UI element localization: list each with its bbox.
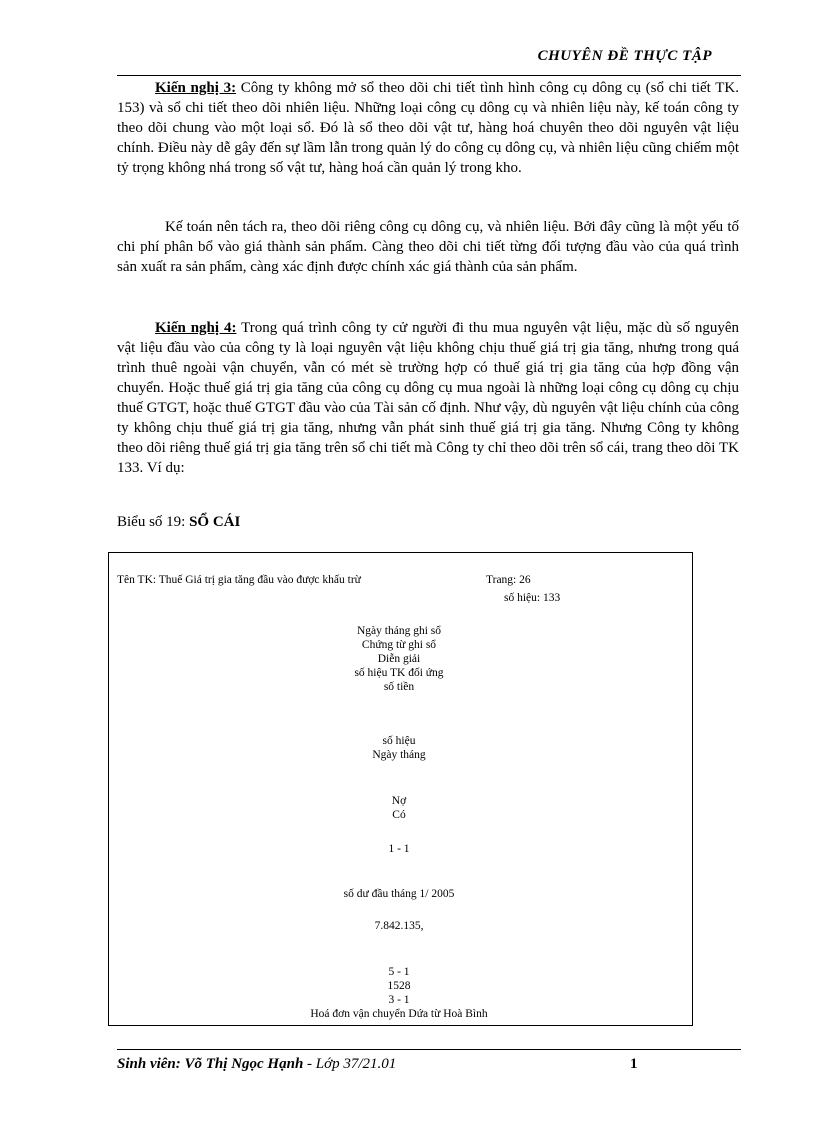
header-rule: [117, 75, 741, 76]
recommendation-3-label: Kiến nghị 3:: [155, 80, 237, 96]
recommendation-4-text: Trong quá trình công ty cử người đi thu mua nguyên vật liệu, mặc dù số nguyên vật liệu đầu vào của công ty là loại nguyên vật liệu không chịu thuế giá trị gia tăng, nhưng trong quá trình thuê ngoài vận chuyển, vẫn có mét sè trường hợp có thuế giá trị gia tăng của hợp đồng vận chuyển. Hoặc thuế giá trị gia tăng của công cụ dông cụ mua ngoài là những loại công cụ dông cụ chịu thuế GTGT, hoặc thuế GTGT đầu vào của Tài sản cố định. Như vậy, dù nguyên vật liệu chính của công ty không chịu thuế giá trị gia tăng, nhưng vẫn phát sinh thuế giá trị gia tăng. Nhưng Công ty không theo dõi riêng thuế giá trị gia tăng trên sổ chi tiết mà Công ty chỉ theo dõi trên sổ cái, trang theo dõi TK 133. Ví dụ:: [117, 320, 739, 476]
entry-record-date: 5 - 1: [388, 966, 410, 978]
entry-voucher-date: 3 - 1: [388, 994, 410, 1006]
ledger-voucher-subheaders: [284, 734, 514, 762]
credit-header: Có: [392, 809, 406, 821]
exhibit-caption: [117, 514, 240, 531]
exhibit-title: SỔ CÁI: [189, 514, 241, 530]
entry-description: Hoá đơn vận chuyển Dứa từ Hoà Bình: [310, 1008, 488, 1020]
general-ledger-box: [108, 552, 693, 1026]
recommendation-4-label: Kiến nghị 4:: [155, 320, 237, 336]
col-date-header: Ngày tháng ghi sổ: [356, 625, 441, 637]
footer-student: [117, 1056, 396, 1073]
ledger-column-index: 1 - 1: [388, 843, 410, 855]
footer-class: - Lớp 37/21.01: [303, 1056, 397, 1072]
ledger-column-headers: [284, 624, 514, 694]
ledger-amount-subheaders: [284, 794, 514, 822]
col-description-header: Diễn giải: [377, 653, 421, 665]
ledger-account-name: Tên TK: Thuế Giá trị gia tăng đầu vào được khấu trừ: [117, 574, 361, 586]
footer-rule: [117, 1049, 741, 1050]
col-contra-account-header: số hiệu TK đối ứng: [354, 667, 444, 679]
opening-balance-label: số dư đầu tháng 1/ 2005: [343, 888, 455, 900]
footer-student-name: Sinh viên: Võ Thị Ngọc Hạnh: [117, 1056, 304, 1072]
sub-date-header: Ngày tháng: [372, 749, 426, 761]
ledger-page: Trang: 26: [486, 574, 531, 586]
document-header-title: CHUYÊN ĐỀ THỰC TẬP: [537, 48, 712, 64]
ledger-entry: [284, 965, 514, 1021]
opening-balance-value: 7.842.135,: [374, 920, 424, 932]
separate-tracking-text: Kế toán nên tách ra, theo dõi riêng công cụ dông cụ, và nhiên liệu. Bởi đây cũng là một yếu tố chi phí phân bổ vào giá thành sản phẩm. Càng theo dõi chi tiết từng đối tượng đầu vào của quá trình sản xuất ra sản phẩm, càng xác định được chính xác giá thành của sản phẩm.: [117, 219, 739, 275]
page-number: 1: [630, 1056, 638, 1072]
ledger-account-code: số hiệu: 133: [504, 592, 561, 604]
paragraph-recommendation-3: [117, 78, 739, 178]
sub-number-header: số hiệu: [382, 735, 416, 747]
paragraph-separate-tracking: [117, 217, 739, 277]
exhibit-prefix: Biểu số 19:: [117, 514, 190, 530]
recommendation-3-text: Công ty không mở sổ theo dõi chi tiết tình hình công cụ dông cụ (sổ chi tiết TK. 153) và sổ chi tiết theo dõi nhiên liệu. Những loại công cụ dông cụ và nhiên liệu này, kế toán công ty theo dõi chung vào một loại sổ. Đó là sổ theo dõi vật tư, hàng hoá chuyên theo dõi nguyên vật liệu chính. Điều này dễ gây đến sự lầm lẫn trong quản lý do công cụ dông cụ, và nhiên liệu cũng chiếm một tỷ trọng không nhá trong số vật tư, hàng hoá cần quản lý trong kho.: [117, 80, 739, 176]
debit-header: Nợ: [391, 795, 407, 807]
paragraph-recommendation-4: [117, 318, 739, 478]
col-amount-header: số tiền: [383, 681, 415, 693]
col-voucher-header: Chứng từ ghi sổ: [361, 639, 437, 651]
entry-voucher-number: 1528: [387, 980, 411, 992]
